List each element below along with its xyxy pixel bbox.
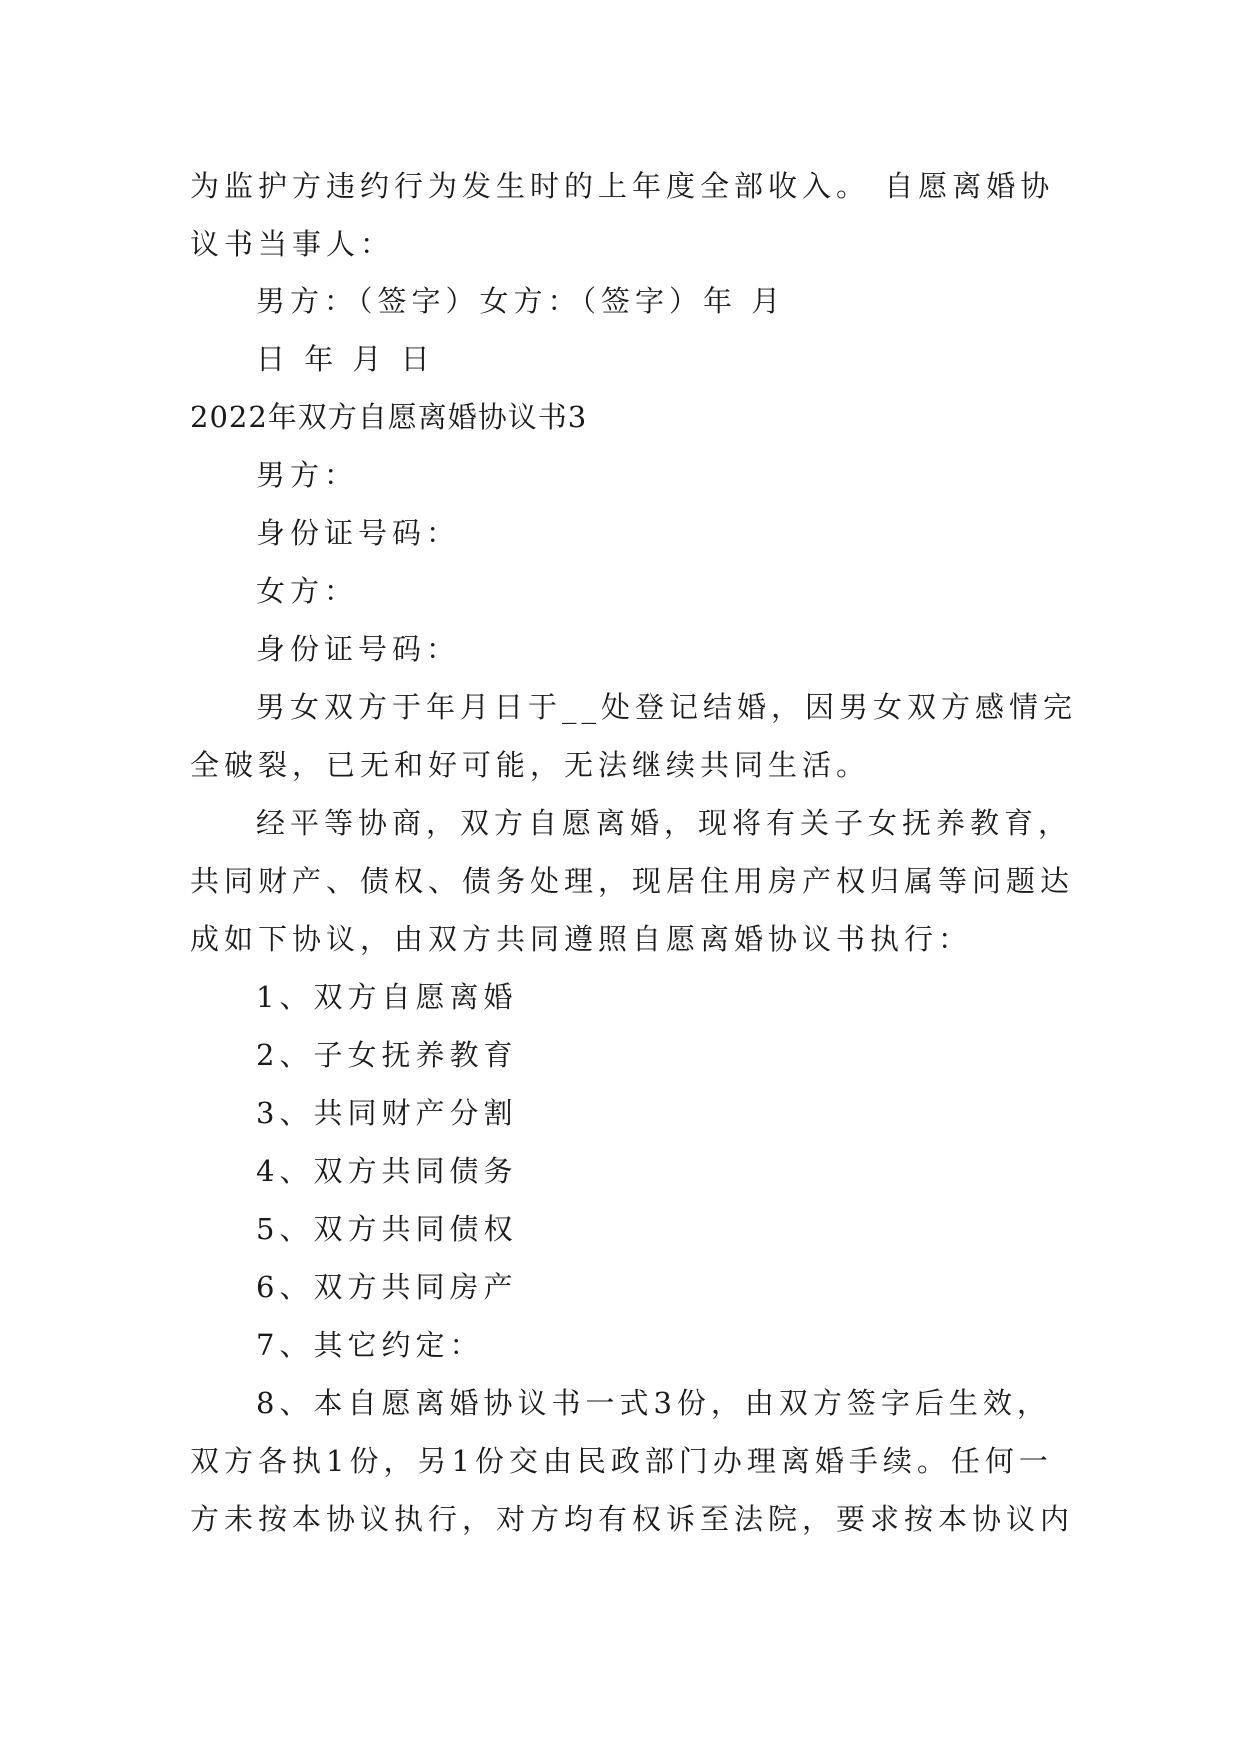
list-item: 3、共同财产分割 — [256, 1096, 518, 1130]
list-item: 1、双方自愿离婚 — [256, 980, 518, 1014]
field-label-id-number: 身份证号码： — [256, 516, 461, 550]
paragraph-line: 成如下协议，由双方共同遵照自愿离婚协议书执行： — [190, 922, 973, 956]
paragraph-line: 为监护方违约行为发生时的上年度全部收入。 自愿离婚协 — [190, 169, 1055, 203]
list-item: 6、双方共同房产 — [256, 1270, 518, 1304]
paragraph-line: 全破裂，已无和好可能，无法继续共同生活。 — [190, 748, 871, 782]
paragraph-line: 男女双方于年月日于__处登记结婚，因男女双方感情完 — [256, 690, 1078, 724]
date-line: 日 年 月 日 — [256, 342, 435, 376]
list-item: 4、双方共同债务 — [256, 1154, 518, 1188]
paragraph-line: 双方各执1份，另1份交由民政部门办理离婚手续。任何一 — [190, 1444, 1053, 1478]
list-item: 8、本自愿离婚协议书一式3份，由双方签字后生效， — [256, 1386, 1051, 1420]
section-title: 2022年双方自愿离婚协议书3 — [190, 400, 588, 434]
list-item: 7、其它约定： — [256, 1328, 484, 1362]
list-item: 5、双方共同债权 — [256, 1212, 518, 1246]
paragraph-line: 议书当事人： — [190, 227, 395, 261]
paragraph-line: 经平等协商，双方自愿离婚，现将有关子女抚养教育， — [256, 806, 1073, 840]
signature-line: 男方：（签字）女方：（签字）年 月 — [256, 284, 786, 318]
paragraph-line: 共同财产、债权、债务处理，现居住用房产权归属等问题达 — [190, 864, 1075, 898]
list-item: 2、子女抚养教育 — [256, 1038, 518, 1072]
paragraph-line: 方未按本协议执行，对方均有权诉至法院，要求按本协议内 — [190, 1502, 1075, 1536]
field-label-husband: 男方： — [256, 458, 359, 492]
field-label-id-number: 身份证号码： — [256, 632, 461, 666]
field-label-wife: 女方： — [256, 574, 359, 608]
